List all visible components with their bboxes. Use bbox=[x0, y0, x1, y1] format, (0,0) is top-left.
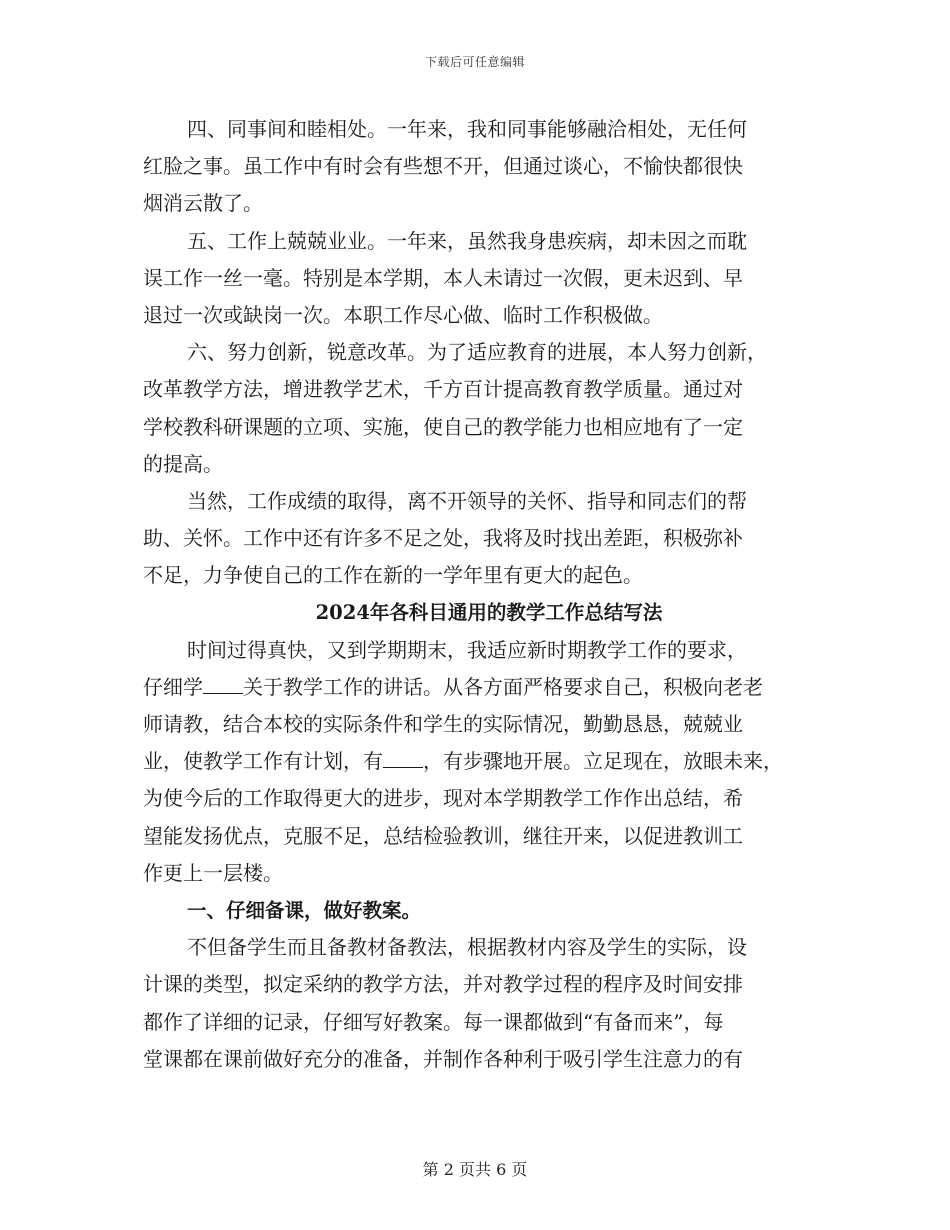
paragraph-line: 望能发扬优点，克服不足，总结检验教训，继往开来，以促进教训工 bbox=[143, 823, 743, 848]
paragraph-line: 计课的类型，拟定采纳的教学方法，并对教学过程的程序及时间安排 bbox=[143, 972, 743, 997]
paragraph-line: 堂课都在课前做好充分的准备，并制作各种利于吸引学生注意力的有 bbox=[143, 1046, 743, 1071]
section-title: 2024年各科目通用的教学工作总结写法 bbox=[315, 601, 663, 625]
paragraph-line: 五、工作上兢兢业业。一年来，虽然我身患疾病，却未因之而耽 bbox=[187, 228, 747, 253]
paragraph-line: 时间过得真快，又到学期期末，我适应新时期教学工作的要求， bbox=[187, 637, 747, 662]
paragraph-line: 退过一次或缺岗一次。本职工作尽心做、临时工作积极做。 bbox=[143, 302, 663, 327]
paragraph-line: 作更上一层楼。 bbox=[143, 860, 283, 885]
text-fragment: 仔细学 bbox=[143, 674, 203, 699]
page-header: 下载后可任意编辑 bbox=[424, 55, 525, 69]
paragraph-line: 为使今后的工作取得更大的进步，现对本学期教学工作作出总结，希 bbox=[143, 786, 743, 811]
paragraph-line bbox=[143, 669, 813, 706]
text-fragment: ，有步骤地开展。立足现在，放眼未来， bbox=[423, 749, 783, 774]
paragraph-line bbox=[143, 743, 813, 780]
paragraph-line: 助、关怀。工作中还有许多不足之处，我将及时找出差距，积极弥补 bbox=[143, 526, 743, 551]
paragraph-line: 烟消云散了。 bbox=[143, 191, 263, 216]
paragraph-line: 不但备学生而且备教材备教法，根据教材内容及学生的实际，设 bbox=[187, 935, 747, 960]
blank-underline bbox=[383, 745, 423, 768]
paragraph-line: 六、努力创新，锐意改革。为了适应教育的进展，本人努力创新， bbox=[187, 340, 767, 365]
paragraph-line: 当然，工作成绩的取得，离不开领导的关怀、指导和同志们的帮 bbox=[187, 488, 747, 513]
paragraph-line: 的提高。 bbox=[143, 451, 223, 476]
blank-underline bbox=[203, 671, 243, 694]
paragraph-line: 学校教科研课题的立项、实施，使自己的教学能力也相应地有了一定 bbox=[143, 414, 743, 439]
section-heading: 一、仔细备课，做好教案。 bbox=[187, 898, 422, 922]
paragraph-line: 误工作一丝一毫。特别是本学期，本人未请过一次假，更未迟到、早 bbox=[143, 265, 743, 290]
paragraph-line: 四、同事间和睦相处。一年来，我和同事能够融洽相处，无任何 bbox=[187, 117, 747, 141]
paragraph-line: 改革教学方法，增进教学艺术，千方百计提高教育教学质量。通过对 bbox=[143, 377, 743, 402]
text-fragment: 业，使教学工作有计划，有 bbox=[143, 749, 383, 774]
paragraph-line: 师请教，结合本校的实际条件和学生的实际情况，勤勤恳恳，兢兢业 bbox=[143, 712, 743, 736]
paragraph-line: 红脸之事。虽工作中有时会有些想不开，但通过谈心，不愉快都很快 bbox=[143, 154, 743, 179]
paragraph-line: 不足，力争使自己的工作在新的一学年里有更大的起色。 bbox=[143, 563, 643, 588]
page-footer: 第 2 页共 6 页 bbox=[422, 1160, 528, 1179]
document-body bbox=[143, 111, 813, 1078]
text-fragment: 关于教学工作的讲话。从各方面严格要求自己，积极向老老 bbox=[243, 674, 763, 699]
paragraph-line: 都作了详细的记录，仔细写好教案。每一课都做到“有备而来”，每 bbox=[143, 1009, 724, 1034]
